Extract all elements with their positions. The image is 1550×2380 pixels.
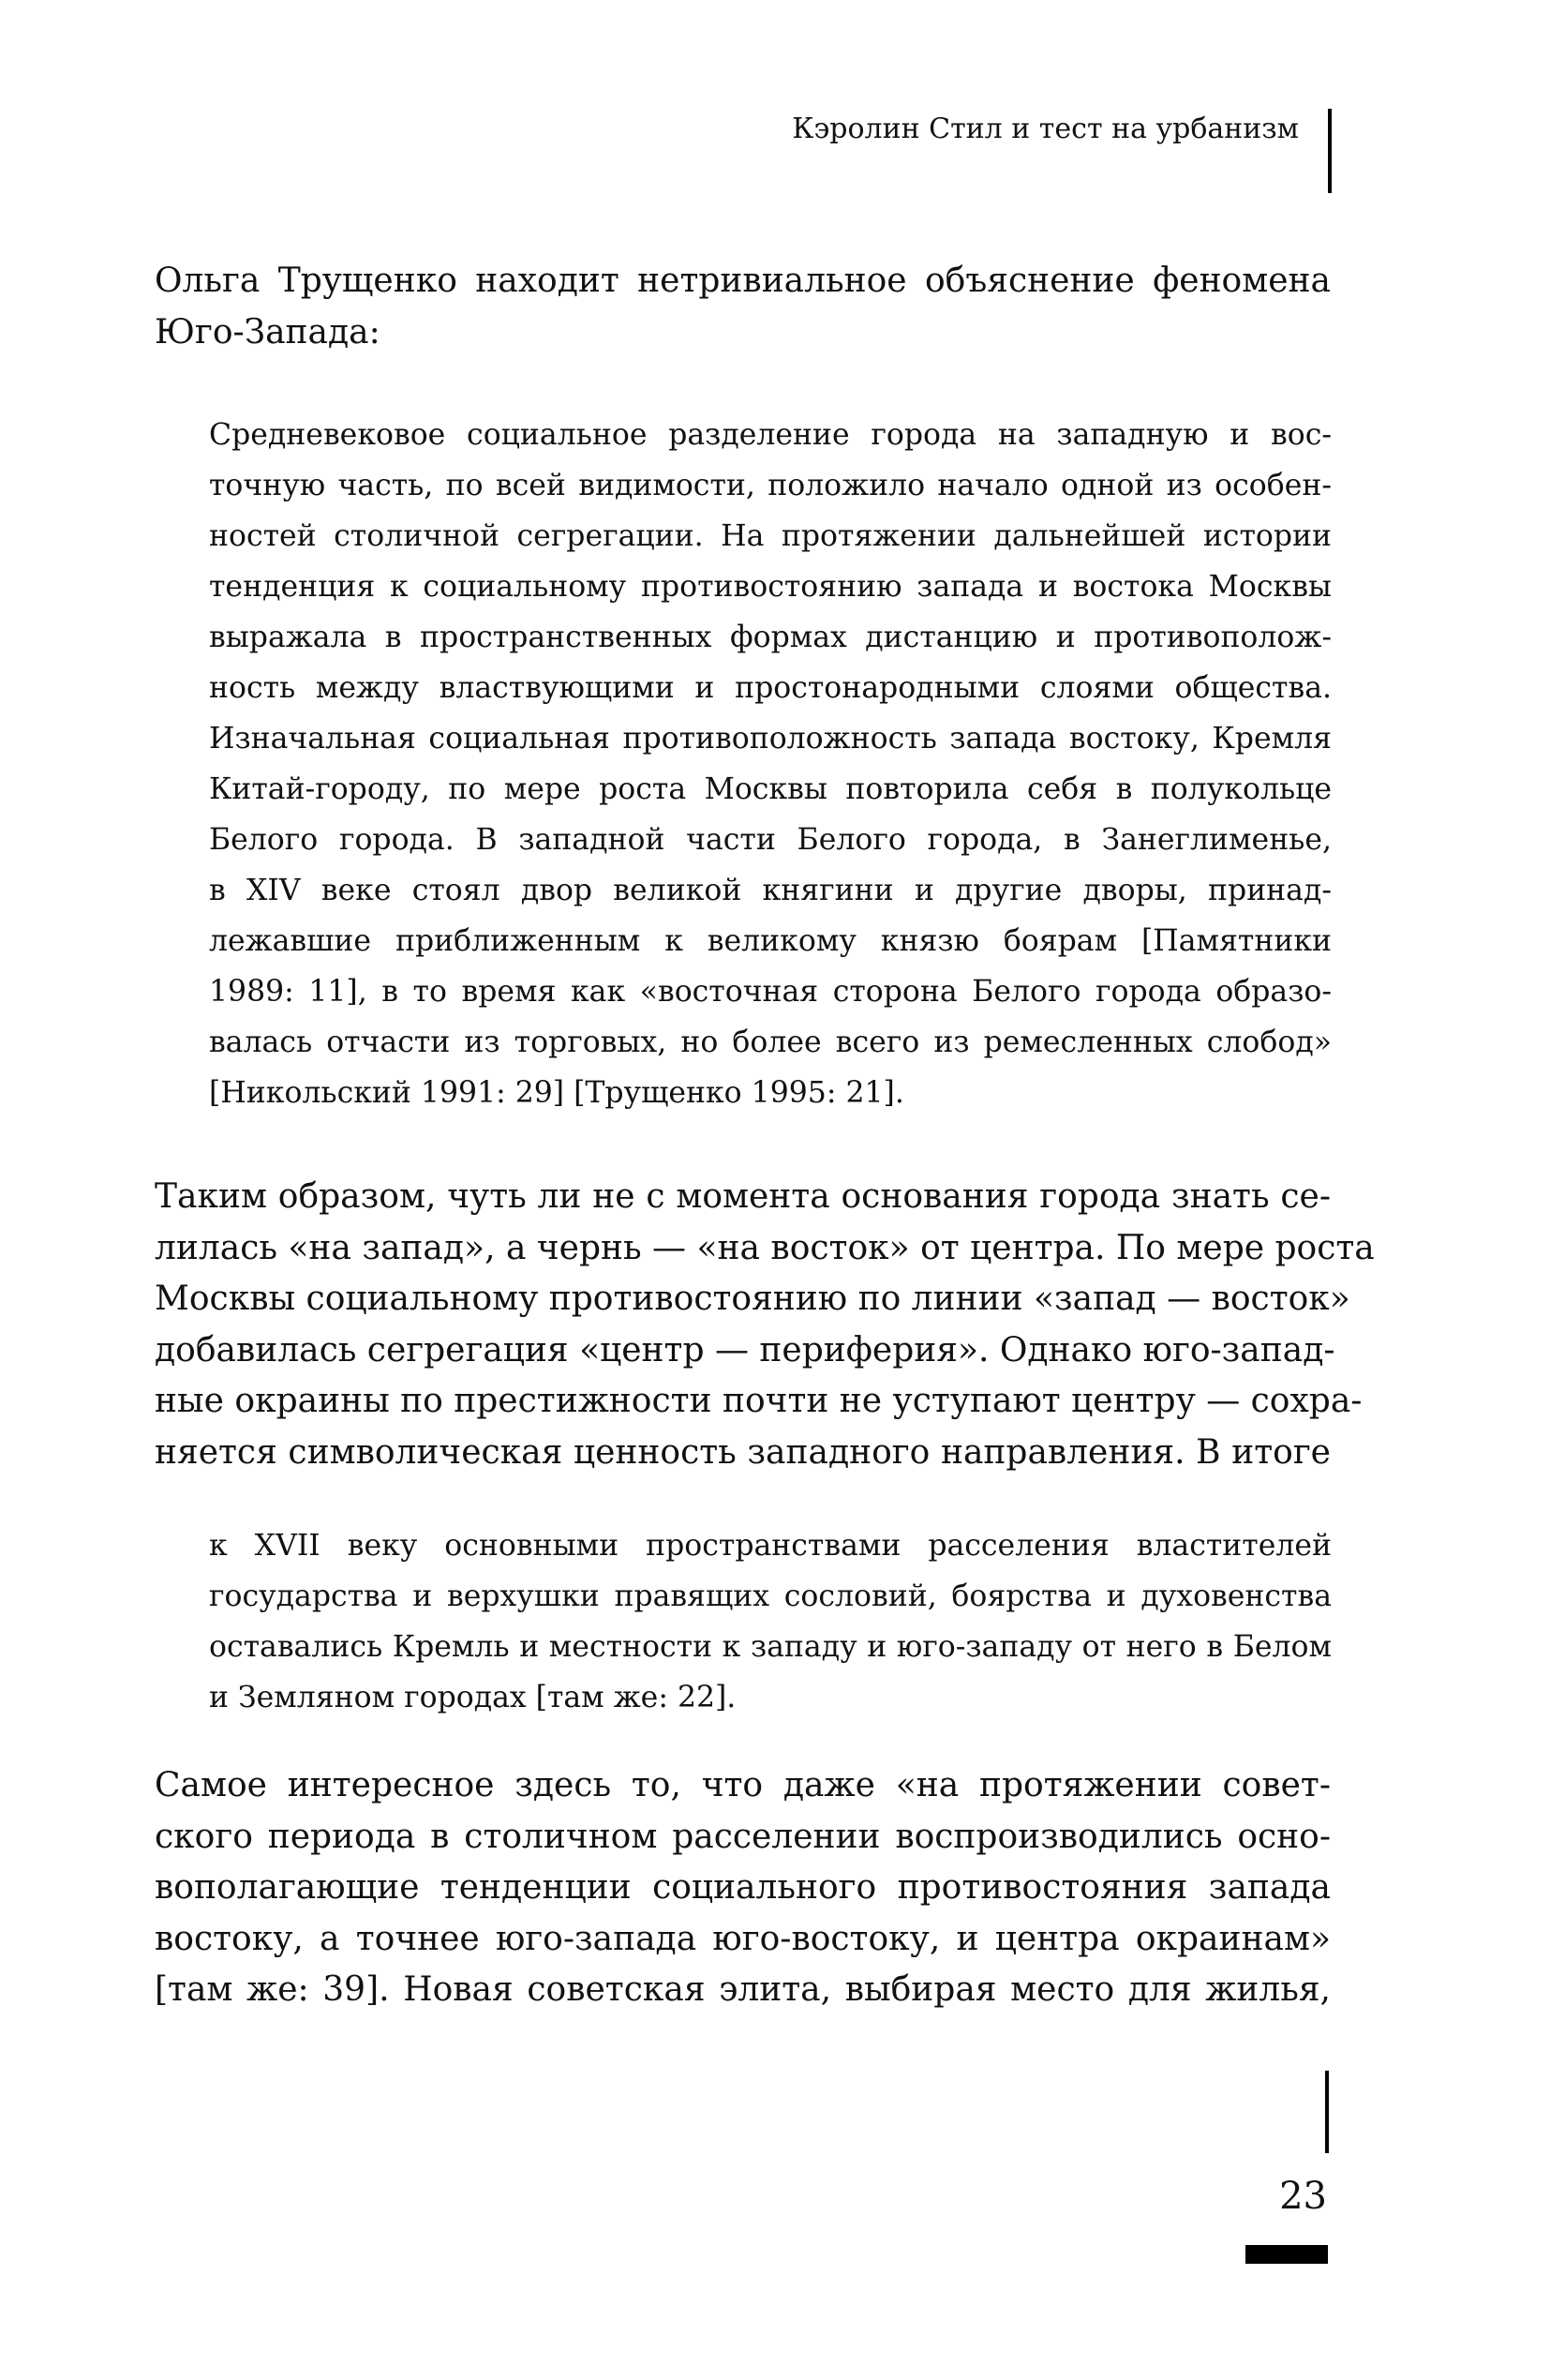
quote-line: [Никольский 1991: 29] [Трущенко 1995: 21]. bbox=[209, 1076, 904, 1110]
text-line: [там же: 39]. Новая советская элита, выбирая место для жилья, bbox=[155, 1970, 1331, 2009]
quote-line: ностей столичной сегрегации. На протяжении дальнейшей истории bbox=[209, 519, 1332, 553]
text-line: лилась «на запад», а чернь — «на восток» от центра. По мере роста bbox=[155, 1228, 1375, 1267]
quote-line: Белого города. В западной части Белого города, в Занеглименье, bbox=[209, 823, 1332, 857]
text-line: Самое интересное здесь то, что даже «на протяжении совет- bbox=[155, 1766, 1331, 1804]
page-number: 23 bbox=[1279, 2175, 1327, 2218]
quote-line: к XVII веку основными пространствами расселения властителей bbox=[209, 1529, 1332, 1563]
text-line: ского периода в столичном расселении воспроизводились осно- bbox=[155, 1817, 1331, 1856]
header-vertical-rule bbox=[1328, 109, 1332, 193]
text-line: Москвы социальному противостоянию по линии «запад — восток» bbox=[155, 1280, 1350, 1318]
quote-line: Китай-городу, по мере роста Москвы повторила себя в полукольце bbox=[209, 772, 1332, 806]
quote-line: выражала в пространственных формах дистанцию и противополож- bbox=[209, 621, 1332, 654]
quote-line: Средневековое социальное разделение города на западную и вос- bbox=[209, 418, 1332, 452]
text-line: Юго-Запада: bbox=[155, 312, 380, 352]
block-quote-1 bbox=[209, 410, 1332, 1118]
quote-line: государства и верхушки правящих сословий, боярства и духовенства bbox=[209, 1579, 1332, 1613]
quote-line: ность между властвующими и простонародными слоями общества. bbox=[209, 671, 1332, 705]
paragraph-1 bbox=[155, 256, 1331, 358]
footer-vertical-rule bbox=[1325, 2071, 1329, 2153]
text-line: няется символическая ценность западного направления. В итоге bbox=[155, 1432, 1331, 1472]
text-line: ные окраины по престижности почти не уступают центру — сохра- bbox=[155, 1382, 1363, 1420]
quote-line: лежавшие приближенным к великому князю боярам [Памятники bbox=[209, 924, 1332, 958]
text-line: добавилась сегрегация «центр — периферия». Однако юго-запад- bbox=[155, 1330, 1335, 1370]
quote-line: валась отчасти из торговых, но более всего из ремесленных слобод» bbox=[209, 1025, 1332, 1059]
quote-line: 1989: 11], в то время как «восточная сторона Белого города образо- bbox=[209, 975, 1332, 1009]
paragraph-2 bbox=[155, 1172, 1375, 1478]
block-quote-2 bbox=[209, 1520, 1332, 1723]
quote-line: точную часть, по всей видимости, положило начало одной из особен- bbox=[209, 469, 1332, 502]
quote-line: в XIV веке стоял двор великой княгини и другие дворы, принад- bbox=[209, 874, 1332, 907]
quote-line: оставались Кремль и местности к западу и юго-западу от него в Белом bbox=[209, 1630, 1332, 1664]
quote-line: Изначальная социальная противоположность запада востоку, Кремля bbox=[209, 722, 1332, 756]
text-line: вополагающие тенденции социального противостояния запада bbox=[155, 1868, 1331, 1907]
running-head-title: Кэролин Стил и тест на урбанизм bbox=[792, 112, 1299, 145]
quote-line: и Земляном городах [там же: 22]. bbox=[209, 1681, 737, 1714]
quote-line: тенденция к социальному противостоянию запада и востока Москвы bbox=[209, 570, 1332, 604]
text-line: Таким образом, чуть ли не с момента основания города знать се- bbox=[155, 1177, 1331, 1216]
text-line: востоку, а точнее юго-запада юго-востоку, и центра окраинам» bbox=[155, 1919, 1331, 1958]
footer-decorative-bar bbox=[1245, 2245, 1328, 2264]
paragraph-3 bbox=[155, 1760, 1331, 2016]
text-line: Ольга Трущенко находит нетривиальное объяснение феномена bbox=[155, 262, 1331, 300]
